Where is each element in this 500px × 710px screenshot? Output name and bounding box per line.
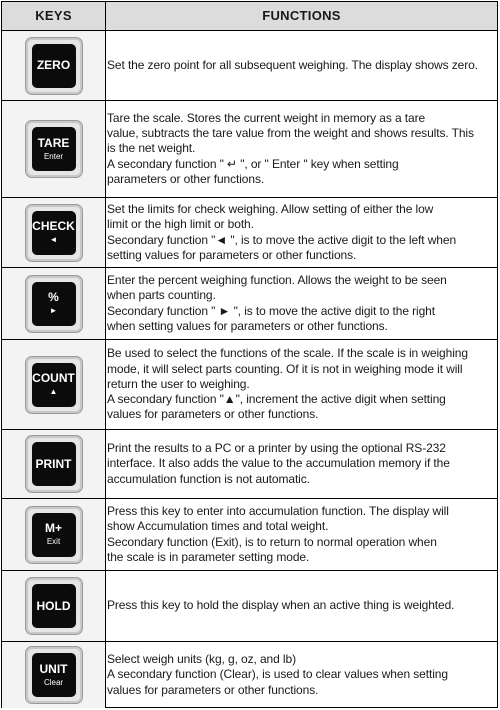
description-line: mode, it will select parts counting. Of it is not in weighing mode it will	[107, 361, 463, 376]
description-line: Secondary function (Exit), is to return to normal operation when	[107, 534, 437, 549]
description-line: value, subtracts the tare value from the weight and shows results. This	[107, 126, 474, 141]
description-line: show Accumulation times and total weight.	[107, 519, 329, 534]
description-line: A secondary function (Clear), is used to clear values when setting	[107, 667, 448, 682]
key-label: COUNT	[32, 371, 75, 385]
description-line: Secondary function "◄ ", is to move the active digit to the left when	[107, 232, 457, 247]
keys-column-header: KEYS	[2, 2, 106, 30]
description-line: Set the limits for check weighing. Allow setting of either the low	[107, 201, 434, 216]
key-label: %	[48, 290, 59, 304]
keypad-key-2	[25, 120, 83, 178]
description-line: when parts counting.	[107, 288, 216, 303]
function-description	[107, 504, 449, 565]
description-line: Set the zero point for all subsequent weighing. The display shows zero.	[107, 57, 478, 72]
function-cell	[107, 499, 495, 570]
description-line: return the user to weighing.	[107, 376, 250, 391]
key-label: HOLD	[36, 598, 71, 613]
description-line: is the net weight.	[107, 141, 196, 156]
key-cell	[2, 198, 106, 267]
table-header	[2, 2, 497, 31]
key-cap	[32, 653, 76, 697]
key-cap	[32, 513, 76, 557]
key-label: M+	[44, 521, 62, 535]
key-cap	[32, 211, 76, 255]
keypad-key-8	[25, 577, 83, 635]
function-description	[107, 441, 450, 487]
key-cell	[2, 571, 106, 641]
key-cap	[32, 584, 76, 628]
description-line: Enter the percent weighing function. Allows the weight to be seen	[107, 272, 447, 287]
description-line: setting values for parameters or other functions.	[107, 247, 357, 262]
description-line: Be used to select the functions of the scale. If the scale is in weighing	[107, 346, 468, 361]
function-description	[107, 598, 454, 613]
key-cap	[32, 127, 76, 171]
function-description	[107, 273, 447, 334]
table-row	[2, 340, 497, 430]
key-label: CHECK	[32, 219, 75, 233]
keypad-key-6	[25, 435, 83, 493]
key-cell	[2, 430, 106, 498]
keypad-key-3	[25, 204, 83, 262]
table-row	[2, 268, 497, 340]
description-line: the scale is in parameter setting mode.	[107, 549, 310, 564]
description-line: Print the results to a PC or a printer by using the optional RS-232	[107, 441, 446, 456]
description-line: Secondary function " ► ", is to move the active digit to the right	[107, 303, 435, 318]
function-cell	[107, 31, 495, 100]
description-line: when setting values for parameters or other functions.	[107, 318, 388, 333]
function-description	[107, 346, 468, 422]
function-cell	[107, 642, 495, 708]
key-cap	[32, 363, 76, 407]
function-cell	[107, 198, 495, 267]
description-line: A secondary function "▲", increment the active digit when setting	[107, 392, 446, 407]
function-description	[107, 58, 478, 73]
description-line: Tare the scale. Stores the current weight in memory as a tare	[107, 110, 426, 125]
description-line: values for parameters or other functions.	[107, 682, 319, 697]
function-cell	[107, 268, 495, 339]
table-row	[2, 198, 497, 268]
keypad-key-1	[25, 37, 83, 95]
key-sub-label: Enter	[43, 151, 64, 161]
key-cell	[2, 642, 106, 708]
keys-functions-table	[1, 1, 498, 708]
arrow-icon: ▲	[49, 387, 58, 396]
description-line: interface. It also adds the value to the accumulation memory if the	[107, 456, 450, 471]
key-cell	[2, 31, 106, 100]
key-label: ZERO	[36, 58, 71, 72]
keypad-key-4	[25, 275, 83, 333]
key-label: PRINT	[35, 456, 72, 471]
arrow-icon: ◄	[49, 235, 58, 244]
function-cell	[107, 101, 495, 197]
key-sub-label: Clear	[43, 677, 64, 687]
description-line: values for parameters or other functions.	[107, 407, 319, 422]
functions-column-header: FUNCTIONS	[262, 8, 341, 23]
description-line: parameters or other functions.	[107, 171, 265, 186]
table-row	[2, 430, 497, 499]
table-row	[2, 642, 497, 708]
key-cell	[2, 340, 106, 429]
key-cell	[2, 499, 106, 570]
function-description	[107, 652, 448, 698]
arrow-icon: ►	[49, 306, 58, 315]
table-row	[2, 31, 497, 101]
table-row	[2, 571, 497, 642]
key-sub-label: Exit	[46, 537, 61, 546]
function-description	[107, 111, 474, 187]
keypad-key-7	[25, 506, 83, 564]
function-description	[107, 202, 456, 263]
key-cap	[32, 442, 76, 486]
description-line: Press this key to enter into accumulation function. The display will	[107, 503, 449, 518]
key-cap	[32, 282, 76, 326]
function-cell	[107, 430, 495, 498]
description-line: Select weigh units (kg, g, oz, and lb)	[107, 652, 296, 667]
description-line: A secondary function " ↵ ", or " Enter " key when setting	[107, 156, 399, 171]
table-row	[2, 101, 497, 198]
key-cell	[2, 268, 106, 339]
keypad-key-9	[25, 646, 83, 704]
description-line: accumulation function is not automatic.	[107, 471, 310, 486]
key-cap	[32, 44, 76, 88]
function-cell	[107, 571, 495, 641]
table-row	[2, 499, 497, 571]
key-label: TARE	[37, 135, 70, 150]
key-label: UNIT	[39, 661, 68, 676]
description-line: Press this key to hold the display when an active thing is weighted.	[107, 598, 455, 613]
function-cell	[107, 340, 495, 429]
description-line: limit or the high limit or both.	[107, 217, 254, 232]
key-cell	[2, 101, 106, 197]
keypad-key-5	[25, 356, 83, 414]
